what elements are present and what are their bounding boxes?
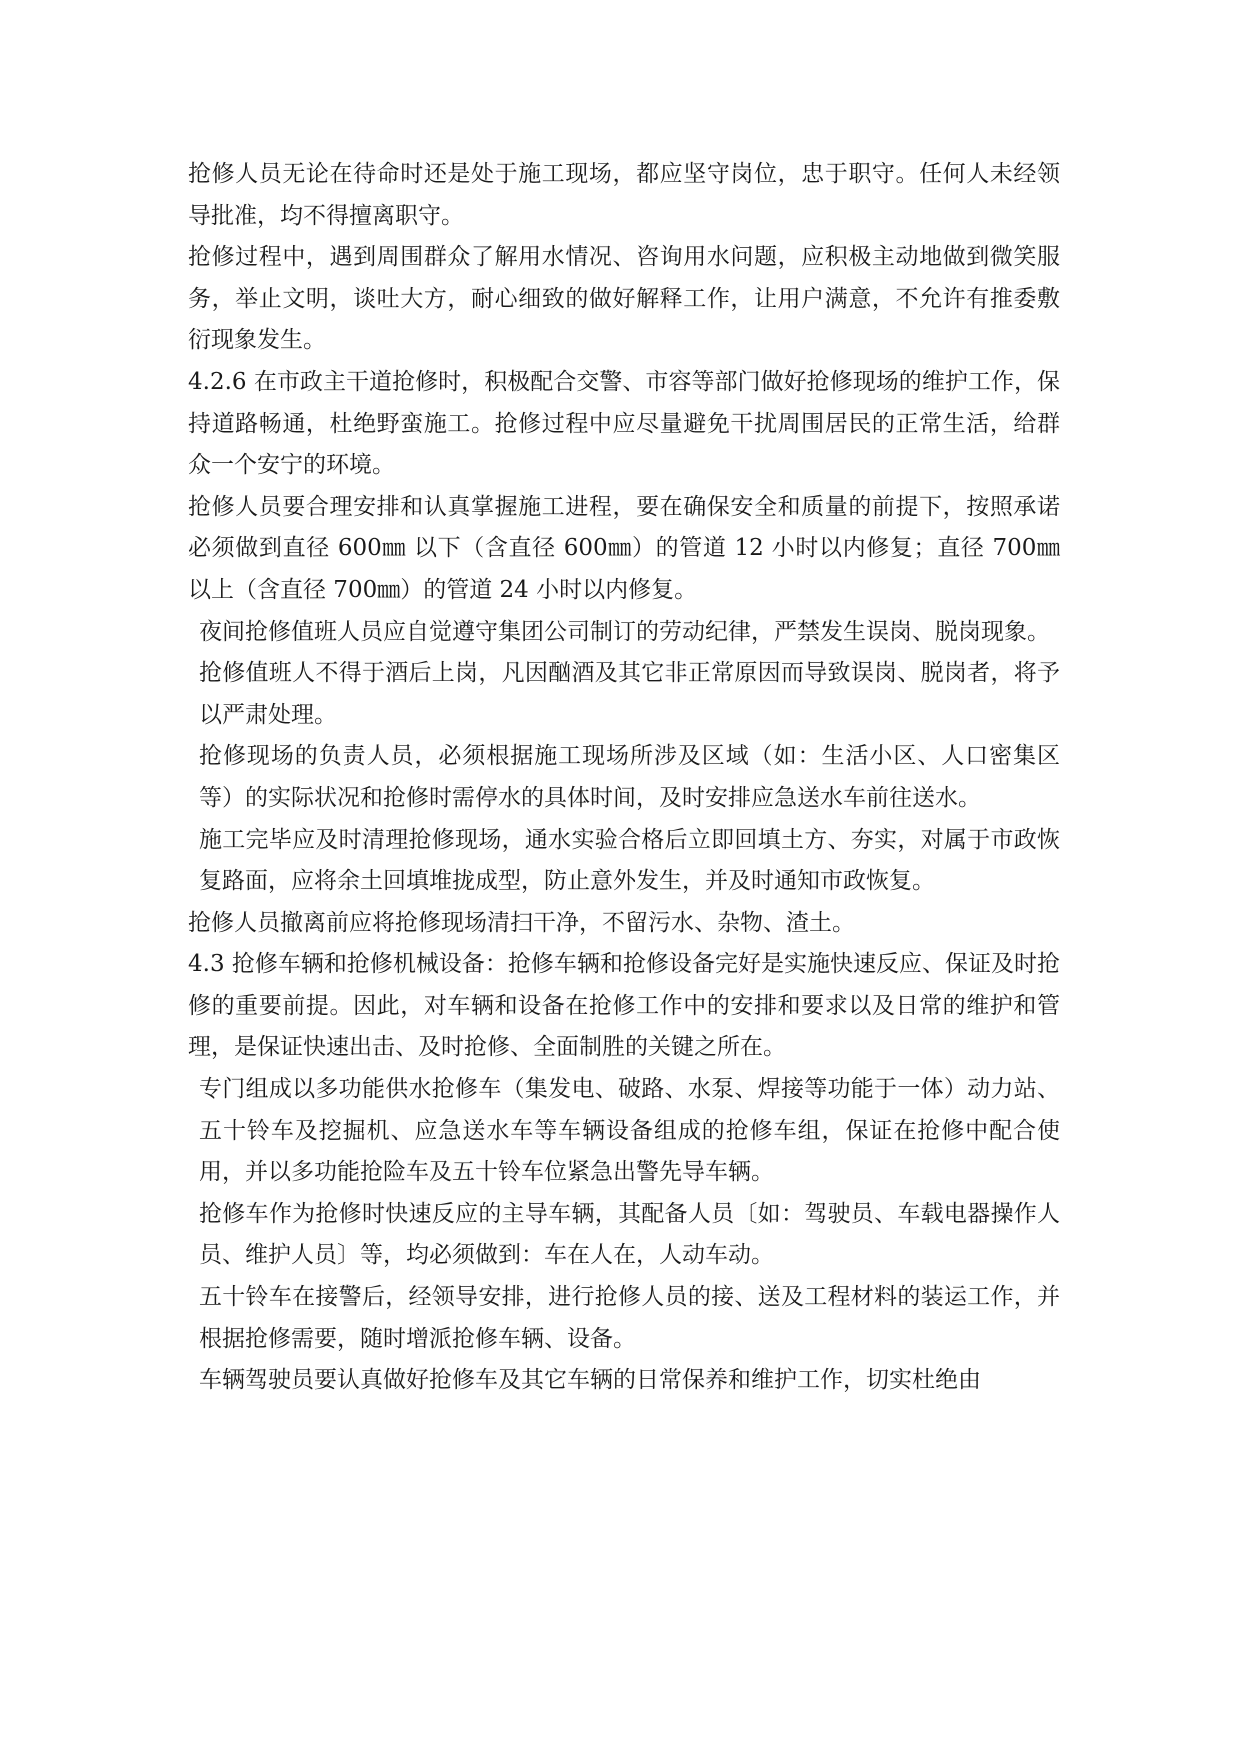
paragraph-2: 抢修过程中，遇到周围群众了解用水情况、咨询用水问题，应积极主动地做到微笑服务，举止文明，谈吐大方，耐心细致的做好解释工作，让用户满意，不允许有推委敷衍现象发生。	[188, 244, 1060, 354]
paragraph-9: 抢修人员撤离前应将抢修现场清扫干净，不留污水、杂物、渣土。	[188, 909, 855, 936]
paragraph-7: 抢修现场的负责人员，必须根据施工现场所涉及区域（如：生活小区、人口密集区等）的实际状况和抢修时需停水的具体时间，及时安排应急送水车前往送水。	[199, 743, 1060, 811]
paragraph-12: 抢修车作为抢修时快速反应的主导车辆，其配备人员〔如：驾驶员、车载电器操作人员、维护人员〕等，均必须做到：车在人在，人动车动。	[199, 1200, 1060, 1269]
paragraph-3: 4.2.6 在市政主干道抢修时，积极配合交警、市容等部门做好抢修现场的维护工作，保持道路畅通，杜绝野蛮施工。抢修过程中应尽量避免干扰周围居民的正常生活，给群众一个安宁的环境。	[188, 368, 1060, 479]
paragraph-11: 专门组成以多功能供水抢修车（集发电、破路、水泵、焊接等功能于一体）动力站、五十铃车及挖掘机、应急送水车等车辆设备组成的抢修车组，保证在抢修中配合使用，并以多功能抢险车及五十铃车位紧急出警先导车辆。	[199, 1076, 1060, 1186]
document-body	[188, 154, 1060, 1402]
paragraph-6: 抢修值班人不得于酒后上岗，凡因酗酒及其它非正常原因而导致误岗、脱岗者，将予以严肃处理。	[199, 660, 1060, 728]
paragraph-1: 抢修人员无论在待命时还是处于施工现场，都应坚守岗位，忠于职守。任何人未经领导批准，均不得擅离职守。	[188, 161, 1060, 229]
paragraph-8: 施工完毕应及时清理抢修现场，通水实验合格后立即回填土方、夯实，对属于市政恢复路面，应将余土回填堆拢成型，防止意外发生，并及时通知市政恢复。	[199, 826, 1060, 895]
paragraph-4: 抢修人员要合理安排和认真掌握施工进程，要在确保安全和质量的前提下，按照承诺必须做到直径 600㎜ 以下（含直径 600㎜）的管道 12 小时以内修复；直径 700㎜ 以上（含直径 700㎜）的管道 24 小时以内修复。	[188, 493, 1060, 603]
paragraph-13: 五十铃车在接警后，经领导安排，进行抢修人员的接、送及工程材料的装运工作，并根据抢修需要，随时增派抢修车辆、设备。	[199, 1284, 1060, 1352]
paragraph-10: 4.3 抢修车辆和抢修机械设备：抢修车辆和抢修设备完好是实施快速反应、保证及时抢修的重要前提。因此，对车辆和设备在抢修工作中的安排和要求以及日常的维护和管理，是保证快速出击、及时抢修、全面制胜的关键之所在。	[188, 951, 1060, 1061]
paragraph-14: 车辆驾驶员要认真做好抢修车及其它车辆的日常保养和维护工作，切实杜绝由	[199, 1367, 981, 1394]
paragraph-5: 夜间抢修值班人员应自觉遵守集团公司制订的劳动纪律，严禁发生误岗、脱岗现象。	[199, 618, 1050, 645]
